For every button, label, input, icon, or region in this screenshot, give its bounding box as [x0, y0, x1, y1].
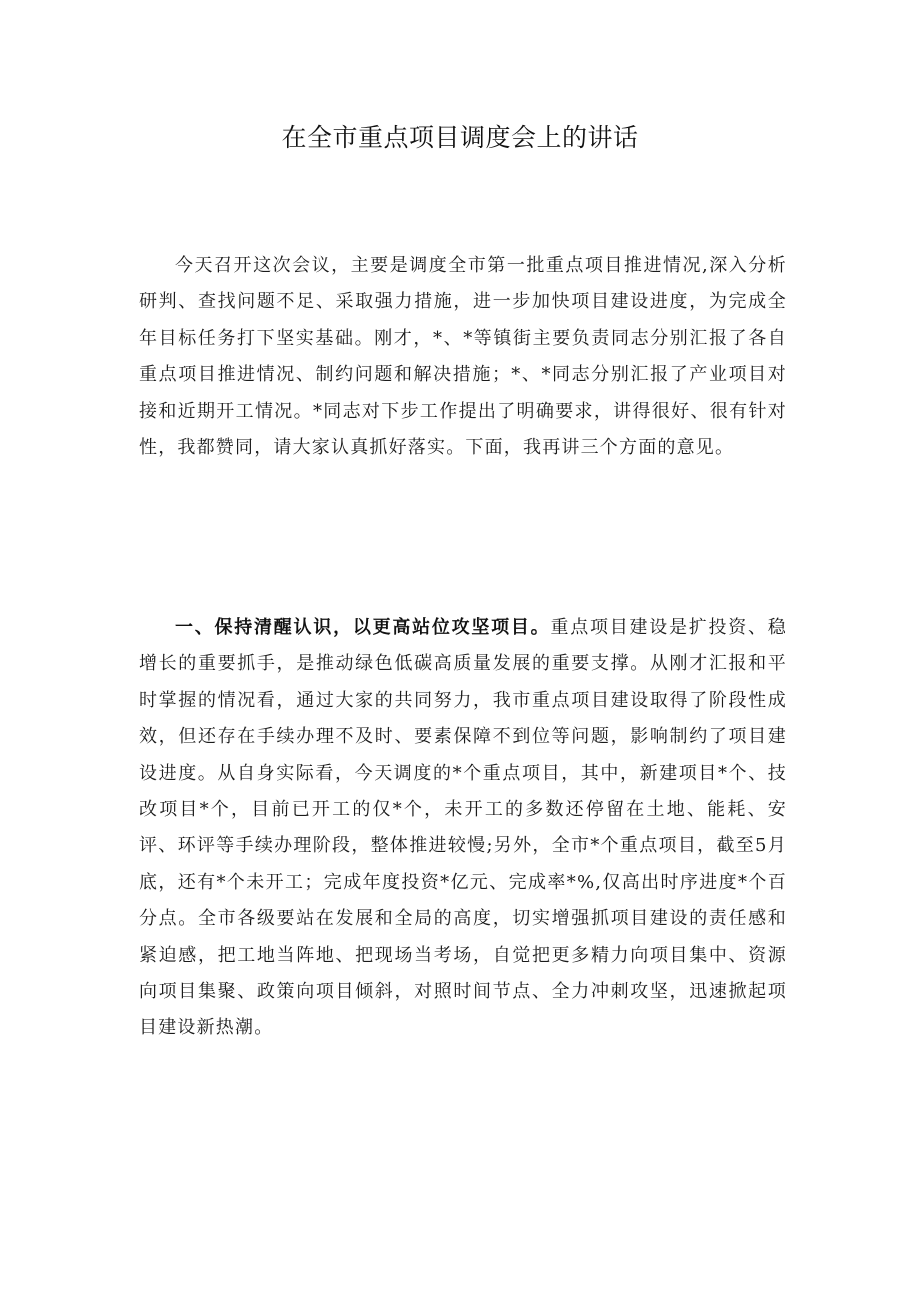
paragraph-intro-text: [139, 248, 787, 466]
section-one-body: 重点项目建设是扩投资、稳增长的重要抓手，是推动绿色低碳高质量发展的重要支撑。从刚才汇报和平时掌握的情况看，通过大家的共同努力，我市重点项目建设取得了阶段性成效，但还存在手续办理不及时、要素保障不到位等问题，影响制约了项目建设进度。从自身实际看，今天调度的*个重点项目，其中，新建项目*个、技改项目*个，目前已开工的仅*个，未开工的多数还停留在土地、能耗、安评、环评等手续办理阶段，整体推进较慢;另外，全市*个重点项目，截至5月底，还有*个未开工；完成年度投资*亿元、完成率*%,仅高出时序进度*个百分点。全市各级要站在发展和全局的高度，切实增强抓项目建设的责任感和紧迫感，把工地当阵地、把现场当考场，自觉把更多精力向项目集中、资源向项目集聚、政策向项目倾斜，对照时间节点、全力冲刺攻坚，迅速掀起项目建设新热潮。: [139, 617, 787, 1039]
paragraph-intro: [139, 248, 787, 466]
paragraph-section-one: [139, 610, 787, 1047]
document-title: 在全市重点项目调度会上的讲话: [281, 123, 639, 152]
paragraph-intro-body: 今天召开这次会议，主要是调度全市第一批重点项目推进情况,深入分析研判、查找问题不足、采取强力措施，进一步加快项目建设进度，为完成全年目标任务打下坚实基础。刚才，*、*等镇街主要负责同志分别汇报了各自重点项目推进情况、制约问题和解决措施；*、*同志分别汇报了产业项目对接和近期开工情况。*同志对下步工作提出了明确要求，讲得很好、很有针对性，我都赞同，请大家认真抓好落实。下面，我再讲三个方面的意见。: [139, 255, 787, 459]
paragraph-section-one-text: [139, 610, 787, 1047]
section-one-heading: 一、保持清醒认识，以更高站位攻坚项目。: [175, 617, 551, 638]
